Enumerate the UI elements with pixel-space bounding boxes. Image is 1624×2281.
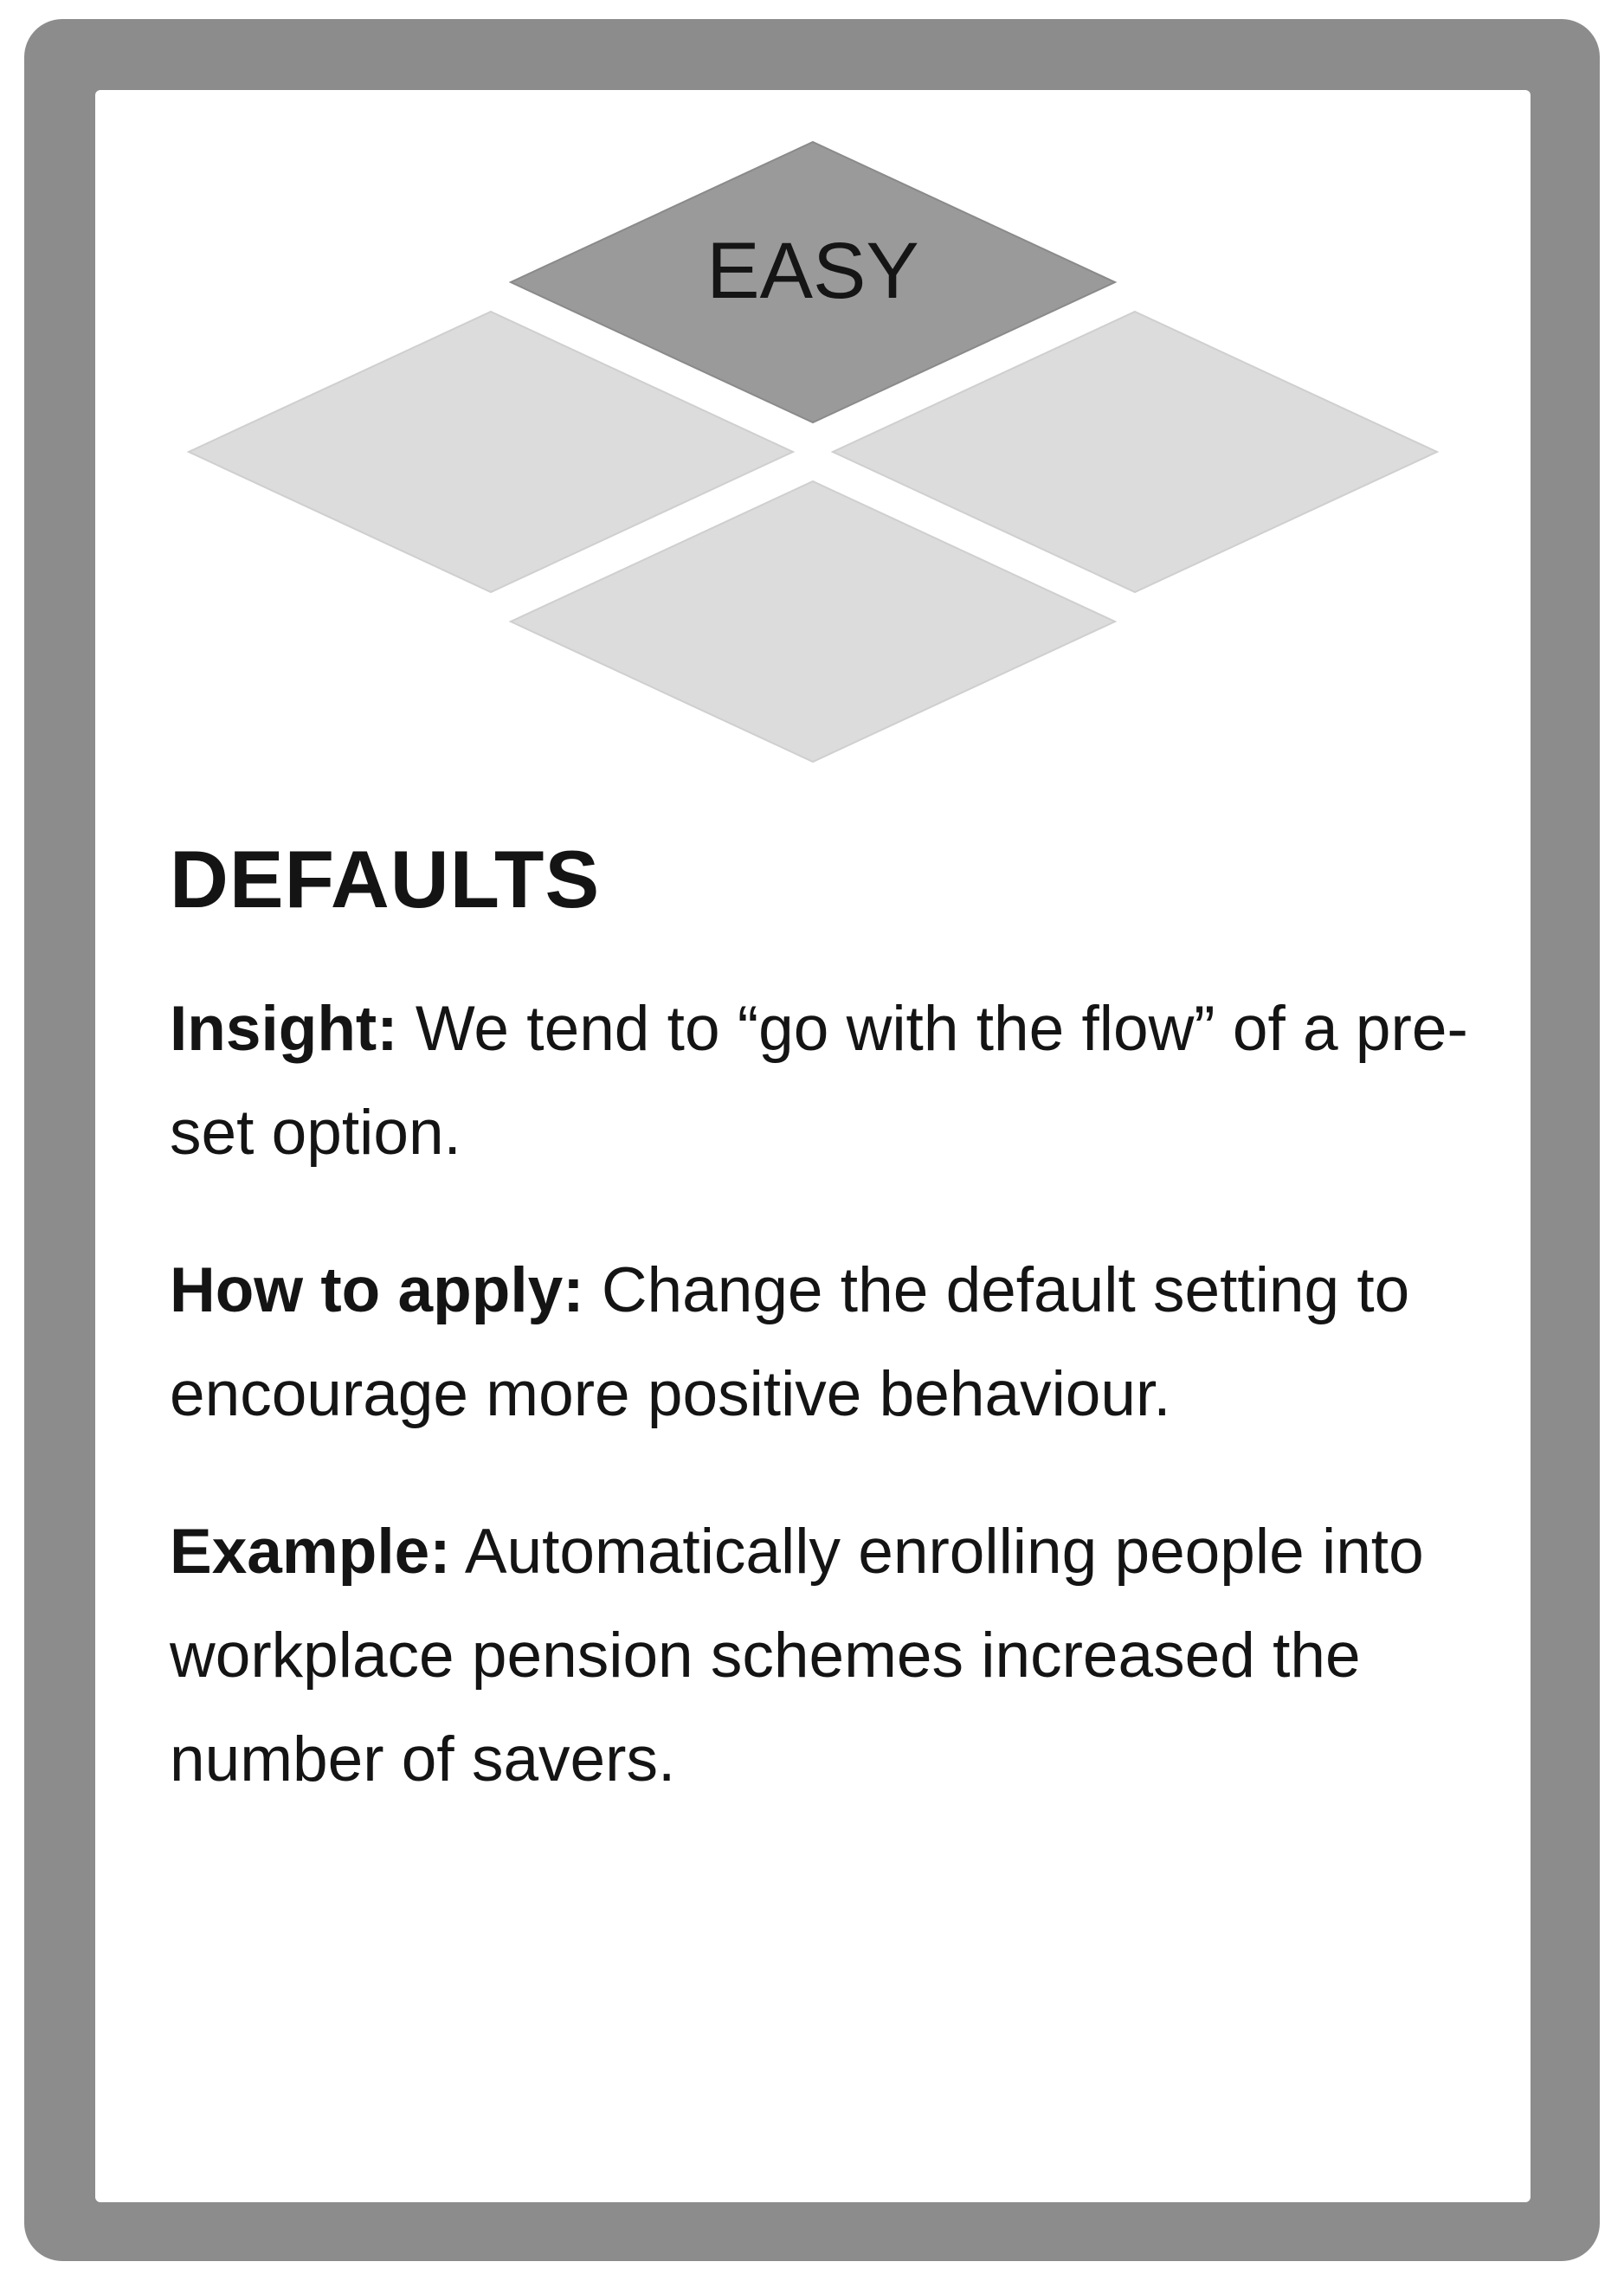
example-text: Automatically enrolling people into workplace pension schemes increased the number of savers. [170,1517,1424,1795]
example-section [170,1500,1503,1812]
east-framework-diamond [95,90,1531,817]
card-title: DEFAULTS [170,834,601,925]
insight-text: We tend to “go with the flow” of a pre-set option. [170,994,1468,1169]
insight-section [170,977,1503,1185]
how-to-apply-label: How to apply: [170,1255,584,1326]
how-to-apply-text: Change the default setting to encourage more positive behaviour. [170,1255,1410,1430]
card-frame [24,19,1600,2261]
insight-label: Insight: [170,994,398,1065]
example-label: Example: [170,1517,451,1588]
card-content [170,834,1503,1865]
how-to-apply-section [170,1239,1503,1447]
card-body [95,90,1531,2202]
diamond-highlight-label: EASY [706,227,919,315]
